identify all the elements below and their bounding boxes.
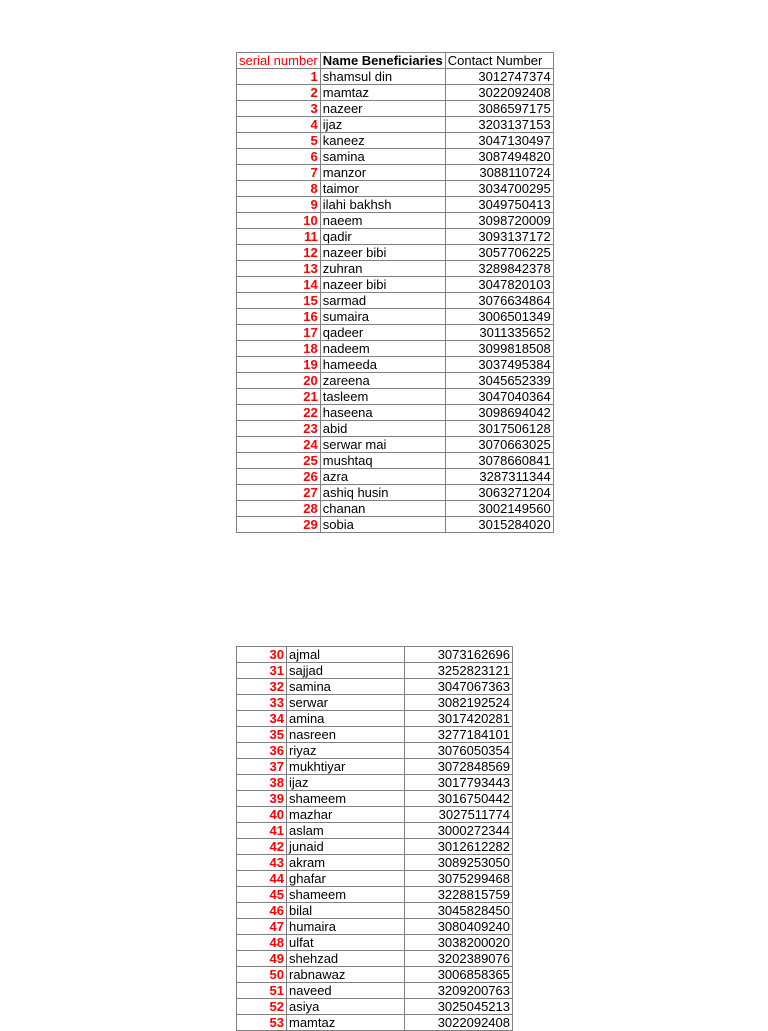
contact-cell: 3228815759 (405, 887, 513, 903)
table-row (237, 469, 554, 485)
serial-cell: 42 (237, 839, 287, 855)
table-row (237, 181, 554, 197)
name-cell: naeem (320, 213, 445, 229)
table-row (237, 133, 554, 149)
contact-cell: 3076050354 (405, 743, 513, 759)
contact-cell: 3203137153 (445, 117, 553, 133)
name-cell: serwar mai (320, 437, 445, 453)
serial-cell: 25 (237, 453, 321, 469)
serial-cell: 51 (237, 983, 287, 999)
name-cell: asiya (287, 999, 405, 1015)
contact-cell: 3006501349 (445, 309, 553, 325)
name-cell: haseena (320, 405, 445, 421)
contact-cell: 3025045213 (405, 999, 513, 1015)
table-row (237, 245, 554, 261)
serial-cell: 1 (237, 69, 321, 85)
name-cell: nazeer (320, 101, 445, 117)
name-cell: sajjad (287, 663, 405, 679)
table-row (237, 711, 513, 727)
name-cell: mushtaq (320, 453, 445, 469)
table-row (237, 389, 554, 405)
table-row (237, 421, 554, 437)
table-row (237, 695, 513, 711)
contact-cell: 3047040364 (445, 389, 553, 405)
contact-cell: 3057706225 (445, 245, 553, 261)
table-row (237, 149, 554, 165)
serial-cell: 20 (237, 373, 321, 389)
name-cell: rabnawaz (287, 967, 405, 983)
name-cell: zuhran (320, 261, 445, 277)
contact-cell: 3070663025 (445, 437, 553, 453)
serial-cell: 32 (237, 679, 287, 695)
name-cell: tasleem (320, 389, 445, 405)
contact-cell: 3093137172 (445, 229, 553, 245)
name-cell: shameem (287, 887, 405, 903)
serial-cell: 3 (237, 101, 321, 117)
serial-cell: 6 (237, 149, 321, 165)
contact-cell: 3202389076 (405, 951, 513, 967)
table-row (237, 229, 554, 245)
name-cell: samina (320, 149, 445, 165)
serial-cell: 13 (237, 261, 321, 277)
serial-cell: 44 (237, 871, 287, 887)
serial-cell: 4 (237, 117, 321, 133)
name-cell: serwar (287, 695, 405, 711)
table-row (237, 855, 513, 871)
serial-cell: 52 (237, 999, 287, 1015)
name-cell: naveed (287, 983, 405, 999)
serial-cell: 22 (237, 405, 321, 421)
serial-cell: 24 (237, 437, 321, 453)
contact-cell: 3011335652 (445, 325, 553, 341)
name-cell: mukhtiyar (287, 759, 405, 775)
serial-cell: 10 (237, 213, 321, 229)
table-row (237, 759, 513, 775)
serial-cell: 45 (237, 887, 287, 903)
name-cell: kaneez (320, 133, 445, 149)
contact-cell: 3287311344 (445, 469, 553, 485)
name-cell: nazeer bibi (320, 277, 445, 293)
contact-cell: 3076634864 (445, 293, 553, 309)
contact-number-header: Contact Number (445, 53, 553, 69)
table-row (237, 871, 513, 887)
serial-cell: 31 (237, 663, 287, 679)
contact-cell: 3086597175 (445, 101, 553, 117)
contact-cell: 3047067363 (405, 679, 513, 695)
serial-cell: 19 (237, 357, 321, 373)
serial-cell: 21 (237, 389, 321, 405)
contact-cell: 3045828450 (405, 903, 513, 919)
serial-cell: 27 (237, 485, 321, 501)
contact-cell: 3289842378 (445, 261, 553, 277)
serial-cell: 18 (237, 341, 321, 357)
name-cell: mamtaz (320, 85, 445, 101)
name-cell: humaira (287, 919, 405, 935)
contact-cell: 3099818508 (445, 341, 553, 357)
table-row (237, 727, 513, 743)
serial-cell: 30 (237, 647, 287, 663)
name-cell: nadeem (320, 341, 445, 357)
contact-cell: 3037495384 (445, 357, 553, 373)
beneficiaries-table-page-2 (236, 646, 513, 1031)
contact-cell: 3045652339 (445, 373, 553, 389)
table-row (237, 887, 513, 903)
serial-cell: 50 (237, 967, 287, 983)
table-row (237, 903, 513, 919)
table-row (237, 277, 554, 293)
table-row (237, 501, 554, 517)
serial-cell: 43 (237, 855, 287, 871)
serial-cell: 41 (237, 823, 287, 839)
name-beneficiaries-header: Name Beneficiaries (320, 53, 445, 69)
name-cell: sobia (320, 517, 445, 533)
name-cell: ulfat (287, 935, 405, 951)
table-2-body (237, 647, 513, 1031)
serial-cell: 33 (237, 695, 287, 711)
contact-cell: 3089253050 (405, 855, 513, 871)
contact-cell: 3022092408 (405, 1015, 513, 1031)
contact-cell: 3038200020 (405, 935, 513, 951)
serial-cell: 16 (237, 309, 321, 325)
name-cell: samina (287, 679, 405, 695)
table-row (237, 1015, 513, 1031)
contact-cell: 3098694042 (445, 405, 553, 421)
name-cell: shehzad (287, 951, 405, 967)
serial-cell: 9 (237, 197, 321, 213)
serial-cell: 7 (237, 165, 321, 181)
table-row (237, 935, 513, 951)
table-row (237, 951, 513, 967)
name-cell: zareena (320, 373, 445, 389)
table-row (237, 647, 513, 663)
serial-number-header: serial number (237, 53, 321, 69)
name-cell: sarmad (320, 293, 445, 309)
serial-cell: 26 (237, 469, 321, 485)
name-cell: ilahi bakhsh (320, 197, 445, 213)
name-cell: ajmal (287, 647, 405, 663)
contact-cell: 3016750442 (405, 791, 513, 807)
table-row (237, 405, 554, 421)
table-row (237, 983, 513, 999)
table-row (237, 679, 513, 695)
table-row (237, 101, 554, 117)
serial-cell: 38 (237, 775, 287, 791)
table-row (237, 85, 554, 101)
name-cell: aslam (287, 823, 405, 839)
contact-cell: 3017506128 (445, 421, 553, 437)
serial-cell: 35 (237, 727, 287, 743)
serial-cell: 15 (237, 293, 321, 309)
serial-cell: 49 (237, 951, 287, 967)
contact-cell: 3002149560 (445, 501, 553, 517)
table-row (237, 197, 554, 213)
serial-cell: 28 (237, 501, 321, 517)
table-row (237, 309, 554, 325)
contact-cell: 3012612282 (405, 839, 513, 855)
serial-cell: 37 (237, 759, 287, 775)
serial-cell: 40 (237, 807, 287, 823)
header-row (237, 53, 554, 69)
serial-cell: 2 (237, 85, 321, 101)
name-cell: ijaz (287, 775, 405, 791)
table-row (237, 823, 513, 839)
table-row (237, 437, 554, 453)
contact-cell: 3075299468 (405, 871, 513, 887)
serial-cell: 29 (237, 517, 321, 533)
serial-cell: 53 (237, 1015, 287, 1031)
name-cell: shamsul din (320, 69, 445, 85)
name-cell: akram (287, 855, 405, 871)
table-row (237, 791, 513, 807)
serial-cell: 5 (237, 133, 321, 149)
contact-cell: 3015284020 (445, 517, 553, 533)
serial-cell: 36 (237, 743, 287, 759)
table-row (237, 213, 554, 229)
name-cell: azra (320, 469, 445, 485)
table-row (237, 839, 513, 855)
table-row (237, 69, 554, 85)
name-cell: manzor (320, 165, 445, 181)
contact-cell: 3012747374 (445, 69, 553, 85)
contact-cell: 3277184101 (405, 727, 513, 743)
contact-cell: 3027511774 (405, 807, 513, 823)
table-row (237, 261, 554, 277)
name-cell: qadir (320, 229, 445, 245)
name-cell: ashiq husin (320, 485, 445, 501)
serial-cell: 12 (237, 245, 321, 261)
serial-cell: 46 (237, 903, 287, 919)
serial-cell: 34 (237, 711, 287, 727)
contact-cell: 3063271204 (445, 485, 553, 501)
name-cell: amina (287, 711, 405, 727)
contact-cell: 3080409240 (405, 919, 513, 935)
name-cell: shameem (287, 791, 405, 807)
name-cell: hameeda (320, 357, 445, 373)
table-1-body (237, 53, 554, 533)
contact-cell: 3082192524 (405, 695, 513, 711)
table-row (237, 325, 554, 341)
contact-cell: 3047130497 (445, 133, 553, 149)
table-row (237, 293, 554, 309)
contact-cell: 3047820103 (445, 277, 553, 293)
table-row (237, 453, 554, 469)
contact-cell: 3022092408 (445, 85, 553, 101)
table-row (237, 373, 554, 389)
beneficiaries-table-page-1 (236, 52, 554, 533)
table-row (237, 165, 554, 181)
table-row (237, 341, 554, 357)
table-row (237, 775, 513, 791)
contact-cell: 3078660841 (445, 453, 553, 469)
table-row (237, 485, 554, 501)
serial-cell: 23 (237, 421, 321, 437)
name-cell: riyaz (287, 743, 405, 759)
serial-cell: 14 (237, 277, 321, 293)
name-cell: chanan (320, 501, 445, 517)
serial-cell: 11 (237, 229, 321, 245)
table-row (237, 999, 513, 1015)
name-cell: qadeer (320, 325, 445, 341)
table-row (237, 517, 554, 533)
table-row (237, 919, 513, 935)
table-row (237, 967, 513, 983)
contact-cell: 3034700295 (445, 181, 553, 197)
name-cell: mamtaz (287, 1015, 405, 1031)
serial-cell: 48 (237, 935, 287, 951)
contact-cell: 3017793443 (405, 775, 513, 791)
table-row (237, 743, 513, 759)
name-cell: junaid (287, 839, 405, 855)
table-row (237, 663, 513, 679)
contact-cell: 3087494820 (445, 149, 553, 165)
contact-cell: 3098720009 (445, 213, 553, 229)
contact-cell: 3252823121 (405, 663, 513, 679)
contact-cell: 3073162696 (405, 647, 513, 663)
contact-cell: 3017420281 (405, 711, 513, 727)
name-cell: mazhar (287, 807, 405, 823)
serial-cell: 39 (237, 791, 287, 807)
name-cell: sumaira (320, 309, 445, 325)
table-row (237, 117, 554, 133)
serial-cell: 17 (237, 325, 321, 341)
contact-cell: 3088110724 (445, 165, 553, 181)
serial-cell: 8 (237, 181, 321, 197)
name-cell: taimor (320, 181, 445, 197)
contact-cell: 3209200763 (405, 983, 513, 999)
name-cell: ijaz (320, 117, 445, 133)
table-row (237, 807, 513, 823)
contact-cell: 3049750413 (445, 197, 553, 213)
name-cell: bilal (287, 903, 405, 919)
table-row (237, 357, 554, 373)
contact-cell: 3006858365 (405, 967, 513, 983)
name-cell: nasreen (287, 727, 405, 743)
serial-cell: 47 (237, 919, 287, 935)
name-cell: nazeer bibi (320, 245, 445, 261)
contact-cell: 3000272344 (405, 823, 513, 839)
name-cell: abid (320, 421, 445, 437)
name-cell: ghafar (287, 871, 405, 887)
contact-cell: 3072848569 (405, 759, 513, 775)
